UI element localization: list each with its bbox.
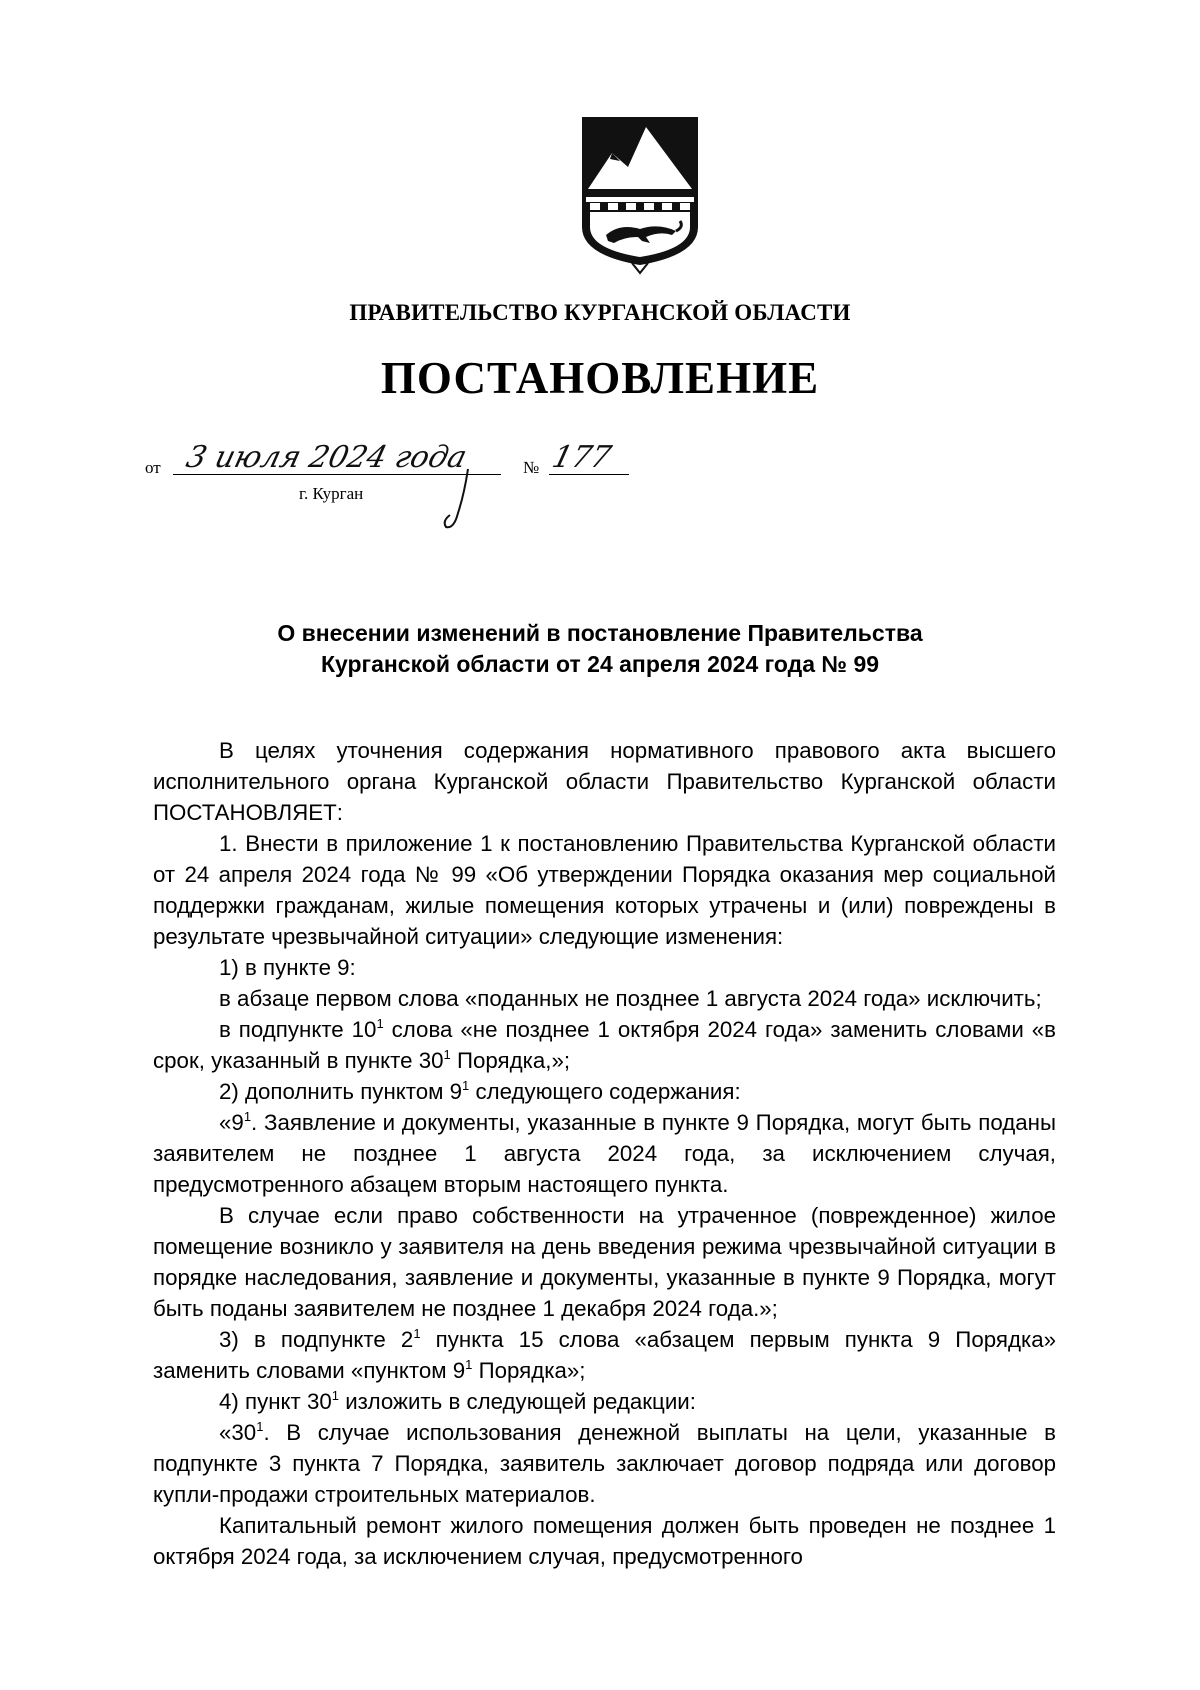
paragraph-subitem-1: 1) в пункте 9:: [219, 955, 356, 980]
handwritten-date: 3 июля 2024 года: [182, 440, 471, 475]
preamble-paragraph: В целях уточнения содержания нормативного правового акта высшего исполнительного органа Курганской области Правительство Курганской области ПОСТАНОВЛЯЕТ:: [153, 738, 1056, 825]
title-line-2: Курганской области от 24 апреля 2024 года № 99: [320, 651, 880, 677]
paragraph-new-point-30-1: «$30^1$. В случае использования денежной выплаты на цели, указанные в подпункте 3 пункта 7 Порядка, заявитель заключает договор подряда или договор купли-продажи строительных материалов.: [153, 1419, 1056, 1507]
superscript: 1: [413, 1326, 421, 1341]
handwritten-number: 177: [548, 440, 615, 475]
superscript: 1: [331, 1388, 340, 1403]
coat-of-arms-emblem: [580, 115, 700, 275]
paragraph-new-point-9-1: «$9^1$. Заявление и документы, указанные в пункте 9 Порядка, могут быть поданы заявителем не позднее 1 августа 2024 года, за исключением случая, предусмотренного абзацем вторым настоящего пункта.: [153, 1109, 1056, 1197]
city-label: г. Курган: [299, 484, 364, 503]
document-title: [0, 618, 1200, 680]
handwritten-stroke: [440, 465, 480, 535]
paragraph-subitem-2: 2) дополнить пунктом $9^1$ следующего содержания:: [219, 1078, 741, 1104]
document-type-heading: ПОСТАНОВЛЕНИЕ: [380, 353, 820, 403]
document-body: [153, 735, 1056, 1572]
organization-name: ПРАВИТЕЛЬСТВО КУРГАНСКОЙ ОБЛАСТИ: [349, 300, 851, 325]
superscript: 1: [462, 1078, 470, 1093]
paragraph-abzac-first: в абзаце первом слова «поданных не позднее 1 августа 2024 года» исключить;: [219, 986, 1042, 1011]
paragraph-subitem-3: 3) в подпункте $2^1$ пункта 15 слова «абзацем первым пункта 9 Порядка» заменить словами «пунктом $9^1$ Порядка»;: [153, 1326, 1056, 1383]
paragraph-subitem-4: 4) пункт $30^1$ изложить в следующей редакции:: [219, 1388, 696, 1414]
number-sign: №: [523, 458, 540, 477]
title-line-1: О внесении изменений в постановление Правительства: [277, 620, 923, 646]
superscript: 1: [465, 1357, 473, 1372]
paragraph-subpoint-10-1: в подпункте $10^1$ слова «не позднее 1 октября 2024 года» заменить словами «в срок, указанный в пункте $30^1$ Порядка,»;: [153, 1016, 1056, 1073]
date-prefix: от: [145, 458, 161, 477]
date-number-line: [145, 440, 665, 510]
superscript: 1: [443, 1047, 451, 1062]
paragraph-capital-repair: Капитальный ремонт жилого помещения должен быть проведен не позднее 1 октября 2024 года, за исключением случая, предусмотренного: [153, 1513, 1056, 1569]
superscript: 1: [376, 1016, 384, 1031]
paragraph-item-1: 1. Внести в приложение 1 к постановлению Правительства Курганской области от 24 апреля 2024 года № 99 «Об утверждении Порядка оказания мер социальной поддержки гражданам, жилые помещения которых утрачены и (или) повреждены в результате чрезвычайной ситуации» следующие изменения:: [153, 831, 1056, 949]
superscript: 1: [256, 1419, 264, 1434]
paragraph-inheritance-case: В случае если право собственности на утраченное (поврежденное) жилое помещение возникло у заявителя на день введения режима чрезвычайной ситуации в порядке наследования, заявление и документы, указанные в пункте 9 Порядка, могут быть поданы заявителем не позднее 1 декабря 2024 года.»;: [153, 1203, 1056, 1321]
superscript: 1: [243, 1109, 252, 1124]
